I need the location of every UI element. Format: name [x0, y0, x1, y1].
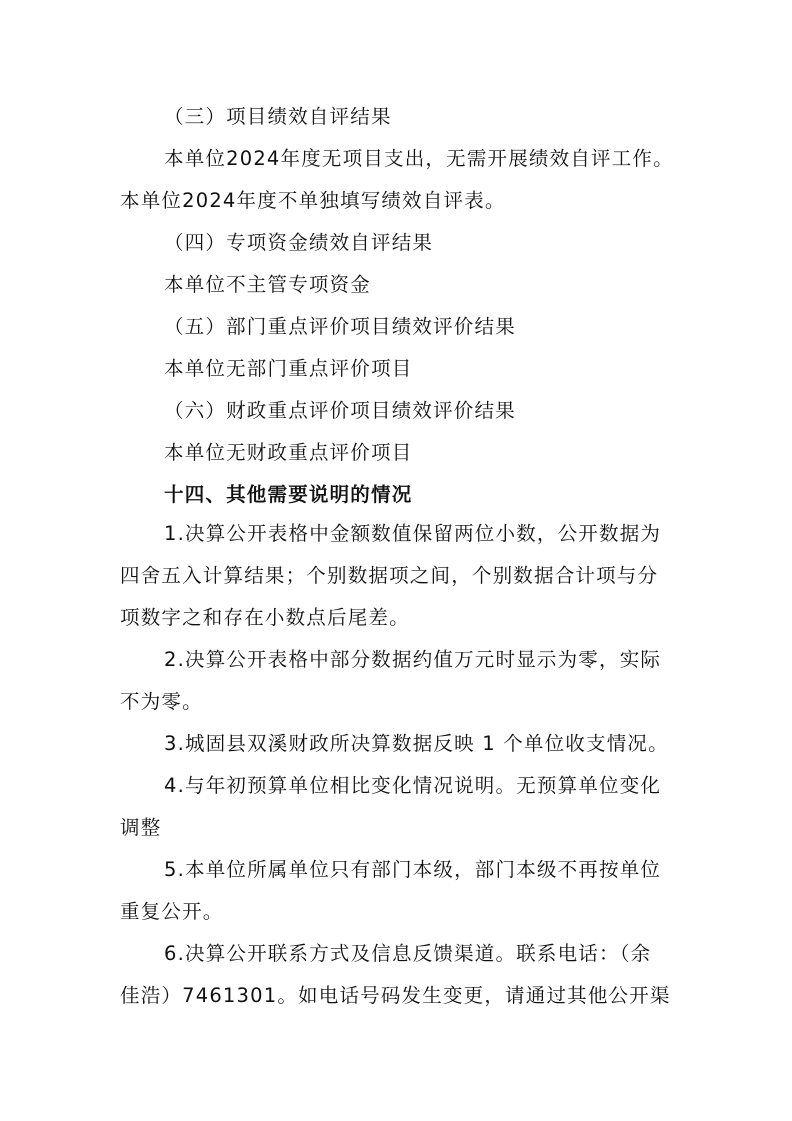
section5-heading: （五）部门重点评价项目绩效评价结果 — [164, 315, 516, 338]
section3-paragraph-line2: 本单位2024年度不单独填写绩效自评表。 — [120, 189, 506, 212]
item4-line2: 调整 — [120, 816, 162, 839]
section4-heading: （四）专项资金绩效自评结果 — [164, 231, 434, 254]
item4-line1: 4.与年初预算单位相比变化情况说明。无预算单位变化 — [164, 774, 662, 797]
section3-paragraph-line1: 本单位2024年度无项目支出，无需开展绩效自评工作。 — [164, 147, 674, 170]
item5-line1: 5.本单位所属单位只有部门本级，部门本级不再按单位 — [164, 858, 662, 881]
section4-paragraph: 本单位不主管专项资金 — [164, 273, 372, 296]
section3-heading: （三）项目绩效自评结果 — [164, 105, 392, 128]
section6-paragraph: 本单位无财政重点评价项目 — [164, 441, 413, 464]
chapter14-heading: 十四、其他需要说明的情况 — [164, 483, 413, 506]
item1-line2: 四舍五入计算结果；个别数据项之间，个别数据合计项与分 — [120, 564, 659, 587]
item6-line2: 佳浩）7461301。如电话号码发生变更，请通过其他公开渠 — [120, 984, 671, 1007]
item2-line2: 不为零。 — [120, 690, 203, 713]
section5-paragraph: 本单位无部门重点评价项目 — [164, 357, 413, 380]
item5-line2: 重复公开。 — [120, 900, 224, 923]
section6-heading: （六）财政重点评价项目绩效评价结果 — [164, 399, 516, 422]
item6-line1: 6.决算公开联系方式及信息反馈渠道。联系电话：（余 — [164, 942, 652, 965]
item3-line1: 3.城固县双溪财政所决算数据反映 1 个单位收支情况。 — [164, 732, 669, 755]
item1-line3: 项数字之和存在小数点后尾差。 — [120, 606, 410, 629]
item2-line1: 2.决算公开表格中部分数据约值万元时显示为零，实际 — [164, 648, 662, 671]
item1-line1: 1.决算公开表格中金额数值保留两位小数，公开数据为 — [164, 522, 662, 545]
